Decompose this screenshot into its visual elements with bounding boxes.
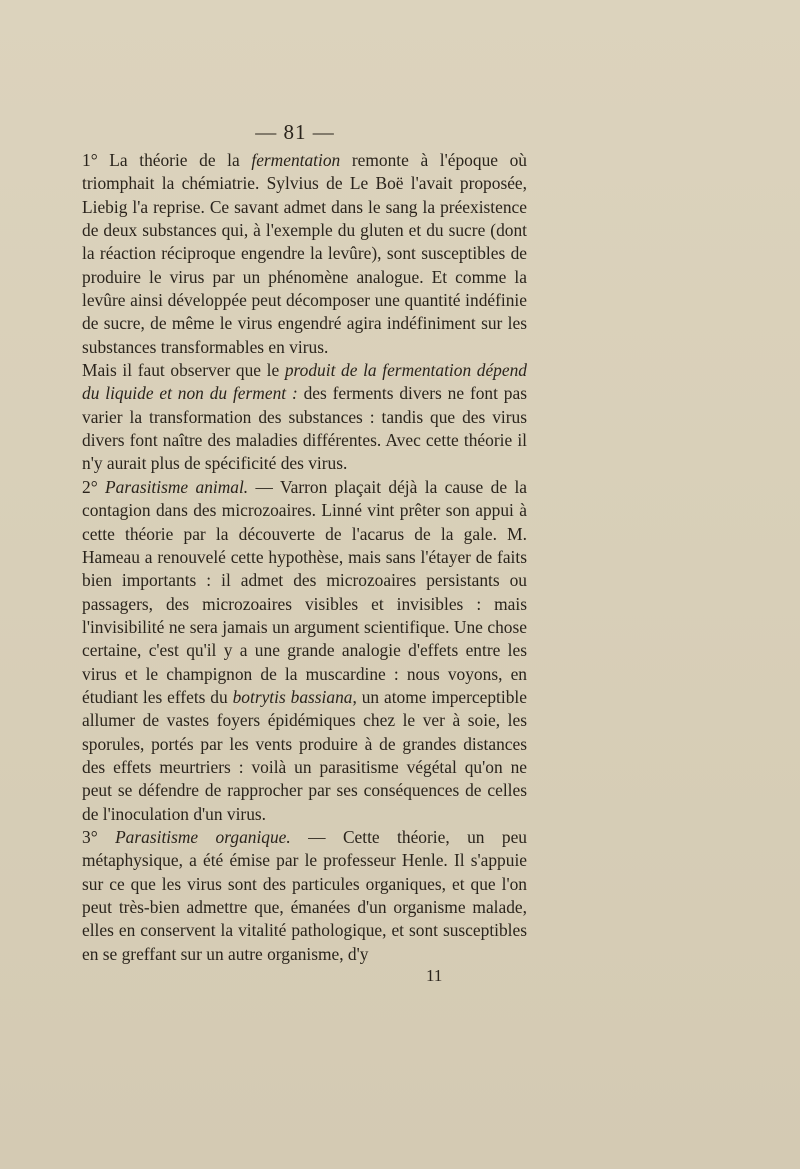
text-segment: 3°: [82, 826, 116, 847]
text-segment: — Cette théorie, un peu métaphysique, a été émise par le professeur Henle. Il s'appuie sur ce que les virus sont des particules organiques, et que l'on peut très-bien admettre que, émanées d'un organisme malade, elles en conservent la vitalité pathologique, et sont susceptibles en se greffant sur un autre organisme, d'y: [82, 826, 527, 964]
body-text: [82, 149, 527, 966]
section-heading-italic: Parasitisme organique.: [115, 826, 291, 847]
section-heading-italic: Parasitisme animal.: [105, 476, 249, 497]
text-segment: remonte à l'époque où triomphait la chémiatrie. Sylvius de Le Boë l'avait proposée, Liebig l'a reprise. Ce savant admet dans le sang la préexistence de deux substances qui, à l'exemple du gluten et du sucre (dont la réaction réciproque engendre la levûre), sont susceptibles de produire le virus par un phénomène analogue. Et comme la levûre ainsi développée peut décomposer une quantité indéfinie de sucre, de même le virus engendré agira indéfiniment sur les substances transformables en virus.: [82, 150, 527, 357]
text-segment: , un atome imperceptible allumer de vastes foyers épidémiques chez le ver à soie, les sporules, portés par les vents produire à de grandes distances des effets meurtriers : voilà un parasitisme végétal qu'on ne peut se défendre de rapprocher par ses conséquences de celles de l'inoculation d'un virus.: [82, 686, 527, 824]
species-name-italic: botrytis bassiana: [232, 686, 353, 707]
paragraph-fermentation-objection: [82, 359, 527, 476]
paragraph-animal-parasitism: [82, 476, 527, 826]
italic-phrase: produit de la fermentation dépend du liquide et non du ferment :: [82, 360, 527, 404]
paragraph-fermentation-theory: [82, 149, 527, 359]
signature-mark: 11: [426, 966, 443, 985]
page-number: — 81 —: [255, 120, 335, 144]
text-segment: Mais il faut observer que le: [82, 360, 285, 381]
text-segment: 1° La théorie de la: [82, 150, 252, 170]
text-segment: — Varron plaçait déjà la cause de la contagion dans des microzoaires. Linné vint prêter son appui à cette théorie par la découverte de l'acarus de la gale. M. Hameau a renouvelé cette hypothèse, mais sans l'étayer de faits bien importants : il admet des microzoaires persistants ou passagers, des microzoaires visibles et invisibles : mais l'invisibilité ne sera jamais un argument scientifique. Une chose certaine, c'est qu'il y a une grande analogie d'effets entre les virus et le champignon de la muscardine : nous voyons, en étudiant les effets du: [82, 476, 527, 707]
paragraph-organic-parasitism: [82, 826, 527, 966]
text-segment: 2°: [82, 476, 106, 497]
italic-term: fermentation: [251, 150, 341, 170]
text-segment: des ferments divers ne font pas varier la transformation des substances : tandis que des virus divers font naître des maladies différentes. Avec cette théorie il n'y aurait plus de spécificité des virus.: [82, 383, 527, 474]
